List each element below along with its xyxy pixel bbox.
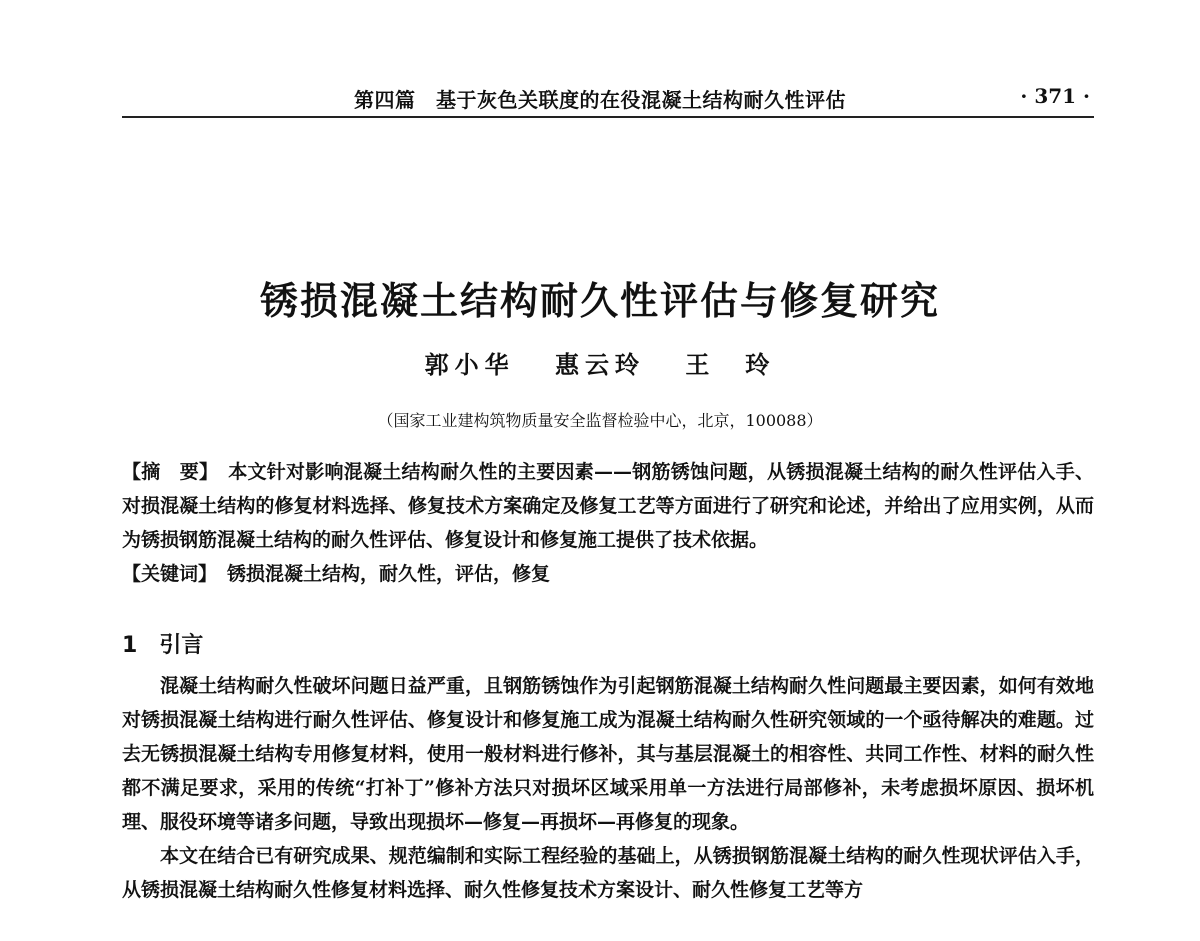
abstract-text: 本文针对影响混凝土结构耐久性的主要因素——钢筋锈蚀问题，从锈损混凝土结构的耐久性评估入手、对损混凝土结构的修复材料选择、修复技术方案确定及修复工艺等方面进行了研究和论述，并给出了应用实例，从而为锈损钢筋混凝土结构的耐久性评估、修复设计和修复施工提供了技术依据。: [122, 461, 1094, 551]
keywords-label: 【关键词】: [122, 563, 218, 585]
section-title: 引言: [159, 633, 204, 658]
page-number: · 371 ·: [1020, 84, 1090, 108]
keywords: [122, 557, 1094, 591]
author-name: 郭小华: [424, 350, 515, 379]
author-list: [0, 345, 1200, 380]
paragraph: 本文在结合已有研究成果、规范编制和实际工程经验的基础上，从锈损钢筋混凝土结构的耐久性现状评估入手，从锈损混凝土结构耐久性修复材料选择、耐久性修复技术方案设计、耐久性修复工艺等方: [122, 845, 1094, 901]
running-header: [122, 84, 1094, 118]
section-heading: [122, 628, 203, 659]
affiliation: （国家工业建构筑物质量安全监督检验中心，北京，100088）: [377, 411, 823, 430]
author-name: 王 玲: [685, 350, 776, 379]
paragraph: 混凝土结构耐久性破坏问题日益严重，且钢筋锈蚀作为引起钢筋混凝土结构耐久性问题最主要因素，如何有效地对锈损混凝土结构进行耐久性评估、修复设计和修复施工成为混凝土结构耐久性研究领域的一个亟待解决的难题。过去无锈损混凝土结构专用修复材料，使用一般材料进行修补，其与基层混凝土的相容性、共同工作性、材料的耐久性都不满足要求，采用的传统“打补丁”修补方法只对损坏区域采用单一方法进行局部修补，未考虑损坏原因、损坏机理、服役环境等诸多问题，导致出现损坏—修复—再损坏—再修复的现象。: [122, 675, 1094, 833]
keywords-text: 锈损混凝土结构，耐久性，评估，修复: [227, 563, 551, 585]
abstract-label: 【摘 要】: [122, 461, 219, 483]
running-title: 第四篇 基于灰色关联度的在役混凝土结构耐久性评估: [354, 88, 846, 112]
abstract: [122, 455, 1094, 557]
article-title: 锈损混凝土结构耐久性评估与修复研究: [259, 279, 940, 323]
section-number: 1: [122, 633, 138, 658]
section-body: [122, 669, 1094, 907]
author-name: 惠云玲: [555, 350, 645, 379]
